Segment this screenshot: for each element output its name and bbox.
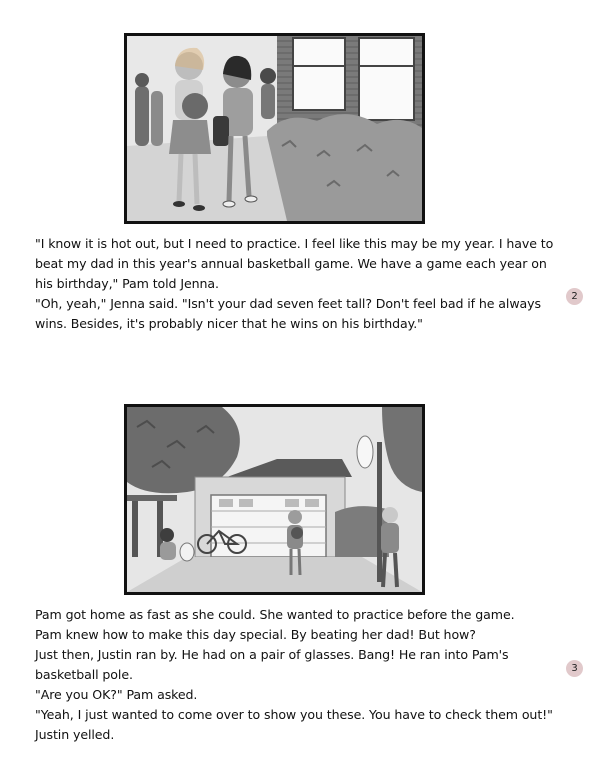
paragraph: "I know it is hot out, but I need to practice. I feel like this may be my year. I have to beat my dad in this year's annual basketball game. We have a game each year on his birthday," Pam told Jenna. xyxy=(35,236,554,291)
illustration-driveway-basketball-drawing xyxy=(127,407,422,592)
page-number-badge: 2 xyxy=(566,288,583,305)
illustration-girls-walking-drawing xyxy=(127,36,422,221)
paragraph: "Are you OK?" Pam asked. xyxy=(35,687,198,702)
paragraph: Pam knew how to make this day special. By beating her dad! But how? xyxy=(35,627,476,642)
page-number-badge: 3 xyxy=(566,660,583,677)
paragraph: "Yeah, I just wanted to come over to show you these. You have to check them out!" Justin yelled. xyxy=(35,707,553,742)
story-text-page-3 xyxy=(35,605,555,745)
paragraph: Pam got home as fast as she could. She wanted to practice before the game. xyxy=(35,607,515,622)
illustration-girls-walking xyxy=(124,33,425,224)
story-text-page-2 xyxy=(35,234,555,334)
illustration-driveway-basketball xyxy=(124,404,425,595)
paragraph: "Oh, yeah," Jenna said. "Isn't your dad seven feet tall? Don't feel bad if he always wins. Besides, it's probably nicer that he wins on his birthday." xyxy=(35,296,541,331)
paragraph: Just then, Justin ran by. He had on a pair of glasses. Bang! He ran into Pam's basketball pole. xyxy=(35,647,509,682)
